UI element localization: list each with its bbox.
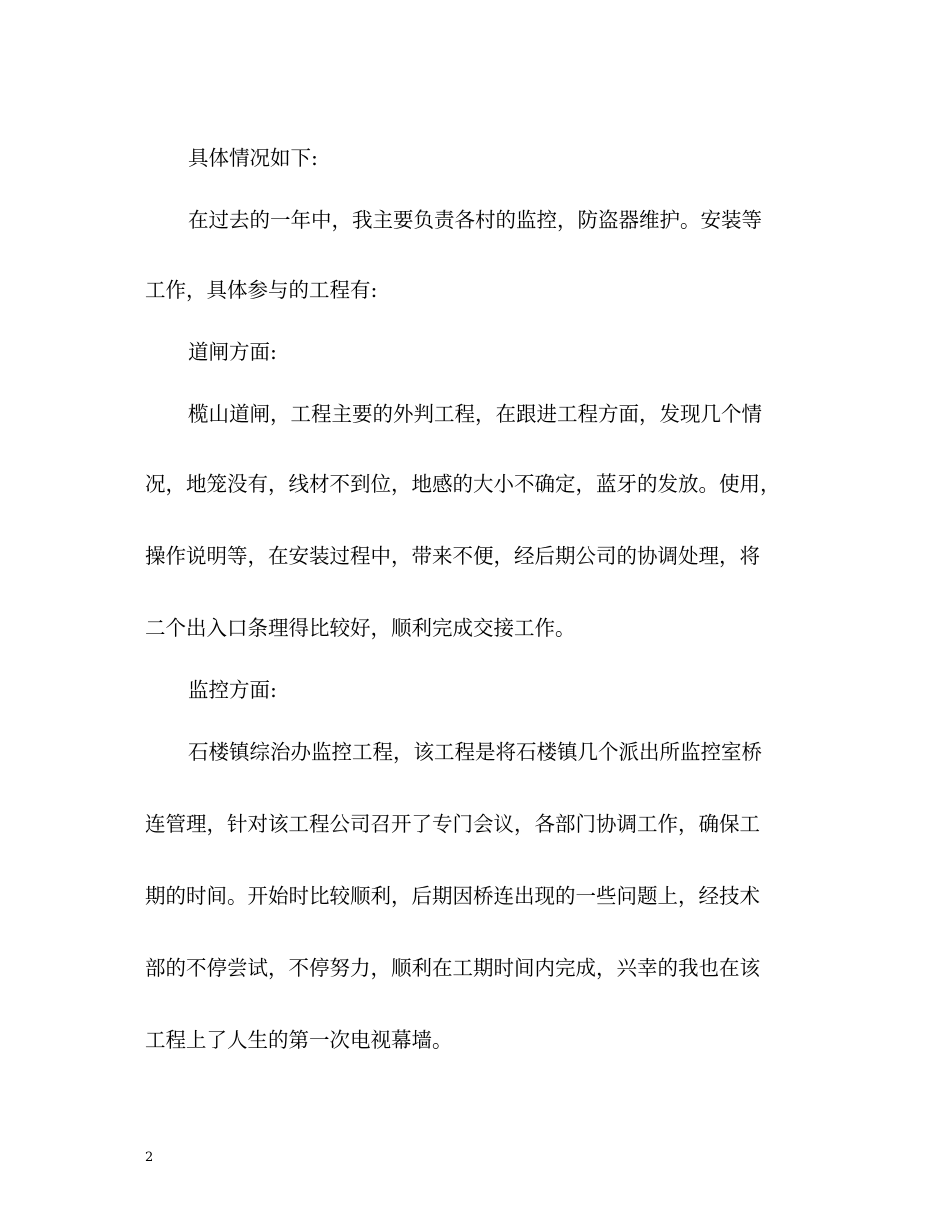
page-number: 2: [145, 1150, 154, 1165]
text-line: 石楼镇综治办监控工程，该工程是将石楼镇几个派出所监控室桥: [188, 740, 762, 764]
text-line: 在过去的一年中，我主要负责各村的监控，防盗器维护。安装等: [188, 208, 762, 232]
text-line: 工作，具体参与的工程有:: [145, 278, 378, 302]
text-line: 期的时间。开始时比较顺利，后期因桥连出现的一些问题上，经技术: [145, 884, 760, 908]
text-line: 监控方面:: [188, 678, 277, 702]
text-line: 榄山道闸，工程主要的外判工程，在跟进工程方面，发现几个情: [188, 402, 762, 426]
text-line: 操作说明等，在安装过程中，带来不便，经后期公司的协调处理，将: [145, 544, 760, 568]
text-line: 部的不停尝试，不停努力，顺利在工期时间内完成，兴幸的我也在该: [145, 956, 760, 980]
text-line: 道闸方面:: [188, 340, 277, 364]
text-line: 况，地笼没有，线材不到位，地感的大小不确定，蓝牙的发放。使用，: [145, 472, 781, 496]
text-line: 二个出入口条理得比较好，顺利完成交接工作。: [145, 616, 576, 640]
text-line: 具体情况如下:: [188, 146, 318, 170]
text-line: 连管理，针对该工程公司召开了专门会议，各部门协调工作，确保工: [145, 812, 760, 836]
text-line: 工程上了人生的第一次电视幕墙。: [145, 1028, 453, 1052]
